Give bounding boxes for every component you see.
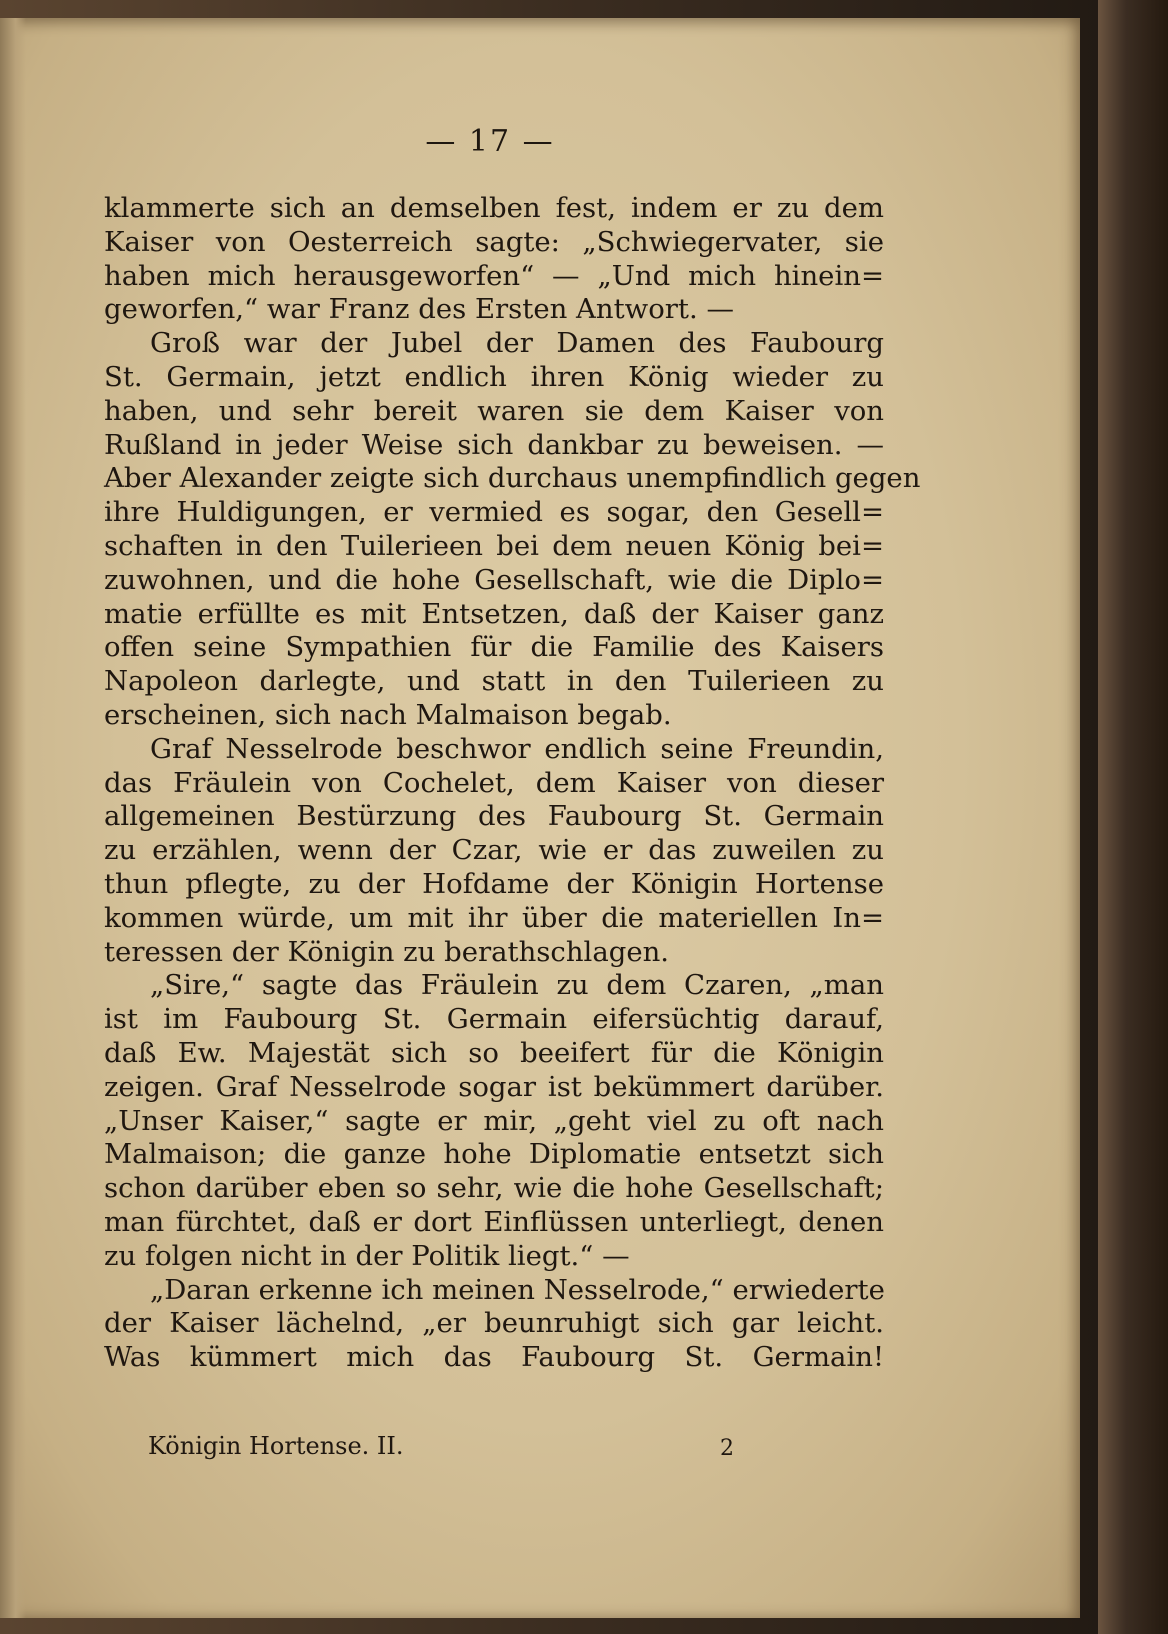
text-line: Aber Alexander zeigte sich durchaus unempfindlich gegen bbox=[104, 462, 921, 495]
text-line: man fürchtet, daß er dort Einflüssen unterliegt, denen bbox=[104, 1205, 884, 1238]
text-line: der Kaiser lächelnd, „er beunruhigt sich gar leicht. bbox=[104, 1307, 884, 1340]
text-line: Malmaison; die ganze hohe Diplomatie entsetzt sich bbox=[104, 1138, 884, 1171]
text-line: zuwohnen, und die hohe Gesellschaft, wie die Diplo= bbox=[104, 563, 884, 596]
text-line: Was kümmert mich das Faubourg St. Germain! bbox=[104, 1341, 884, 1374]
text-line: allgemeinen Bestürzung des Faubourg St. Germain bbox=[104, 800, 884, 833]
text-line: das Fräulein von Cochelet, dem Kaiser von dieser bbox=[104, 766, 884, 799]
text-line: offen seine Sympathien für die Familie des Kaisers bbox=[104, 631, 884, 664]
book-cover-edge bbox=[1098, 0, 1168, 1634]
text-line: zu erzählen, wenn der Czar, wie er das zuweilen zu bbox=[104, 834, 884, 867]
page-number: — 17 — bbox=[425, 124, 555, 159]
text-line: zeigen. Graf Nesselrode sogar ist bekümmert darüber. bbox=[104, 1070, 884, 1103]
text-line: thun pflegte, zu der Hofdame der Königin Hortense bbox=[104, 867, 884, 900]
text-line: haben mich herausgeworfen“ — „Und mich hinein= bbox=[104, 259, 884, 292]
text-line: St. Germain, jetzt endlich ihren König wieder zu bbox=[104, 360, 884, 393]
text-line: ist im Faubourg St. Germain eifersüchtig darauf, bbox=[104, 1003, 884, 1036]
text-line: „Daran erkenne ich meinen Nesselrode,“ erwiederte bbox=[150, 1273, 885, 1306]
signature-mark: 2 bbox=[720, 1436, 734, 1461]
page-gutter bbox=[0, 18, 26, 1618]
text-line: Napoleon darlegte, und statt in den Tuilerieen zu bbox=[104, 665, 884, 698]
text-line: ihre Huldigungen, er vermied es sogar, den Gesell= bbox=[104, 496, 884, 529]
text-line: daß Ew. Majestät sich so beeifert für die Königin bbox=[104, 1036, 884, 1069]
text-line: Groß war der Jubel der Damen des Faubourg bbox=[150, 327, 884, 360]
text-line: Rußland in jeder Weise sich dankbar zu beweisen. — bbox=[104, 428, 884, 461]
text-line: schaften in den Tuilerieen bei dem neuen König bei= bbox=[104, 529, 884, 562]
text-line: teressen der Königin zu berathschlagen. bbox=[104, 935, 670, 968]
text-line: kommen würde, um mit ihr über die materiellen In= bbox=[104, 901, 884, 934]
text-line: haben, und sehr bereit waren sie dem Kaiser von bbox=[104, 394, 884, 427]
signature-line: Königin Hortense. II. bbox=[148, 1432, 404, 1460]
text-line: klammerte sich an demselben fest, indem er zu dem bbox=[104, 192, 884, 224]
text-line: schon darüber eben so sehr, wie die hohe Gesellschaft; bbox=[104, 1172, 884, 1205]
text-line: „Sire,“ sagte das Fräulein zu dem Czaren, „man bbox=[150, 969, 884, 1002]
text-line: „Unser Kaiser,“ sagte er mir, „geht viel zu oft nach bbox=[104, 1104, 884, 1137]
text-line: erscheinen, sich nach Malmaison begab. bbox=[104, 698, 672, 731]
text-line: zu folgen nicht in der Politik liegt.“ — bbox=[104, 1239, 630, 1272]
text-line: geworfen,“ war Franz des Ersten Antwort. — bbox=[104, 293, 734, 326]
text-line: Kaiser von Oesterreich sagte: „Schwiegervater, sie bbox=[104, 225, 884, 258]
text-line: matie erfüllte es mit Entsetzen, daß der Kaiser ganz bbox=[104, 597, 884, 630]
text-line: Graf Nesselrode beschwor endlich seine Freundin, bbox=[150, 732, 884, 765]
body-text bbox=[104, 192, 921, 1375]
